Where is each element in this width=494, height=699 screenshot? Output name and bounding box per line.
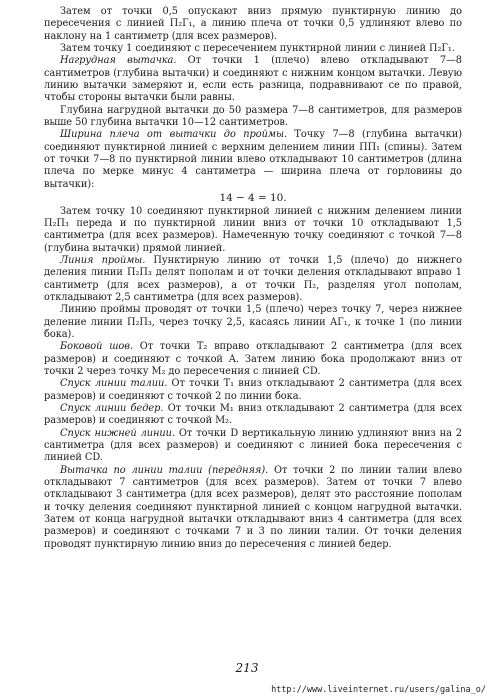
paragraph-9: Боковой шов. От точки Т₂ вправо откладывают 2 сантиметра (для всех размеров) и соединяют с точкой А. Затем линию бока продолжают вниз от точки 2 через точку М₂ до пересечения с линией CD. — [44, 341, 462, 377]
paragraph-lead: Вытачка по линии талии (передняя). — [60, 464, 269, 476]
paragraph-8: Линию проймы проводят от точки 1,5 (плечо) через точку 7, через нижнее деление линии П₂П₃, через точку 2,5, касаясь линии АГ₁, к точке 1 (по линии бока). — [44, 304, 462, 340]
paragraph-12: Спуск нижней линии. От точки D вертикальную линию удлиняют вниз на 2 сантиметра (для всех размеров) и соединяют с линией бока пересечения с линией CD. — [44, 427, 462, 464]
paragraph-4: Глубина нагрудной вытачки до 50 размера 7—8 сантиметров, для размеров выше 50 глубина вытачки 10—12 сантиметров. — [44, 104, 462, 129]
paragraph-lead: Спуск линии бедер. — [60, 403, 164, 414]
formula: 14 − 4 = 10. — [219, 192, 287, 205]
page-number: 213 — [235, 661, 259, 675]
paragraph-5: Ширина плеча от вытачки до проймы. Точку 7—8 (глубина вытачки) соединяют пунктирной линией с верхним делением линии ПП₁ (спины). Затем от точки 7—8 по пунктирной линии влево откладывают 10 сантиметров (длина плеча по мерке минус 4 сантиметра — ширина плеча от горловины до вытачки): — [44, 129, 462, 190]
paragraph-lead: Боковой шов. — [60, 341, 133, 353]
paragraph-lead: Ширина плеча от вытачки до проймы. — [60, 129, 287, 141]
paragraph-10: Спуск линии талии. От точки Т₁ вниз откладывают 2 сантиметра (для всех размеров) и соединяют с точкой 2 по линии бока. — [44, 378, 462, 402]
paragraph-2: Затем точку 1 соединяют с пересечением пунктирной линии с линией П₂Г₁. — [60, 43, 455, 55]
paragraph-lead: Нагрудная вытачка. — [60, 55, 177, 67]
paragraph-lead: Спуск нижней линии. — [60, 427, 176, 439]
paragraph-13: Вытачка по линии талии (передняя). От точки 2 по линии талии влево откладывают 7 сантиметров (для всех размеров). Затем от точки 7 влево откладывают 3 сантиметра (для всех размеров), делят это расстояние пополам и точку деления соединяют пунктирной линией с концом нагрудной вытачки. Затем от конца нагрудной вытачки откладывают вниз 4 сантиметра (для всех размеров) и соединяют с точками 7 и 3 по линии талии. От точки деления проводят пунктирную линию вниз до пересечения с линией бедер. — [44, 464, 462, 550]
paragraph-lead: Линия проймы. — [60, 254, 146, 266]
body-text — [44, 6, 462, 551]
paragraph-3: Нагрудная вытачка. От точки 1 (плечо) влево откладывают 7—8 сантиметров (глубина вытачки) и соединяют с нижним концом вытачки. Левую линию вытачки замеряют и, если есть разница, подравнивают се по правой, чтобы стороны вытачки были равны. — [44, 55, 462, 104]
paragraph-1: Затем от точки 0,5 опускают вниз прямую пунктирную линию до пересечения с линией П₂Г₁, а линию плеча от точки 0,5 удлиняют влево по наклону на 1 сантиметр (для всех размеров). — [44, 6, 462, 42]
paragraph-6: Затем точку 10 соединяют пунктирной линией с нижним делением линии П₂П₃ переда и по пунктирной линии вниз от точки 10 откладывают 1,5 сантиметра (для всех размеров). Намеченную точку соединяют с точкой 7—8 (глубина вытачки) прямой линией. — [44, 205, 462, 254]
paragraph-7: Линия проймы. Пунктирную линию от точки 1,5 (плечо) до нижнего деления линии П₂П₃ делят пополам и от точки деления откладывают вправо 1 сантиметр (для всех размеров), а от точки П₂, разделяя угол пополам, откладывают 2,5 сантиметра (для всех размеров). — [44, 254, 462, 303]
paragraph-lead: Спуск линии талии. — [60, 378, 168, 390]
footer-url: http://www.liveinternet.ru/users/galina_o/ — [271, 685, 486, 695]
paragraph-11: Спуск линии бедер. От точки М₁ вниз откладывают 2 сантиметра (для всех размеров) и соединяют с точкой М₂. — [44, 403, 462, 427]
